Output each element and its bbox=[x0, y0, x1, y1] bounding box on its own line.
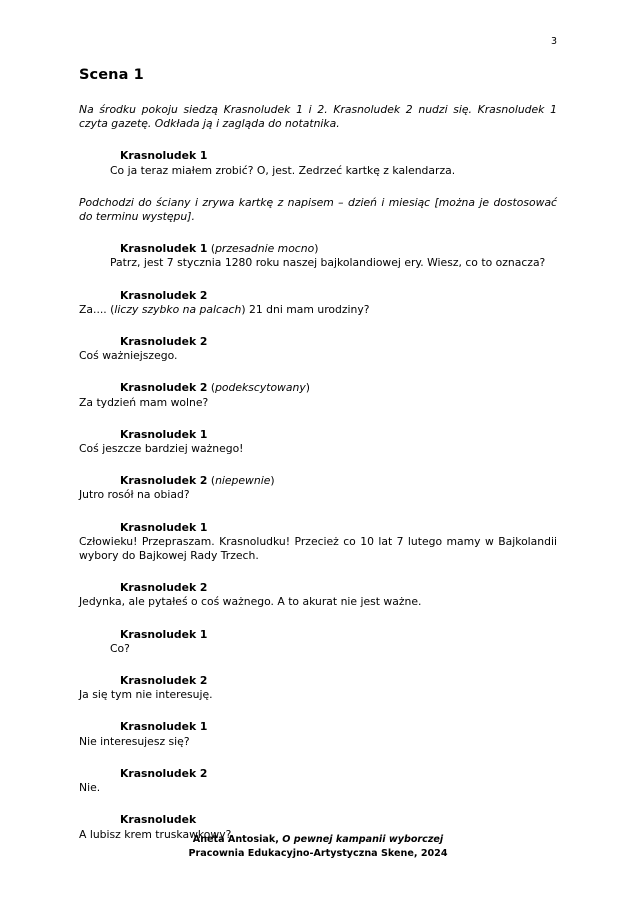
speaker-label: Krasnoludek 1 bbox=[120, 720, 208, 734]
speaker-name bbox=[79, 381, 557, 395]
speaker-direction-close: ) bbox=[314, 242, 319, 256]
dialogue-line: Ja się tym nie interesuję. bbox=[79, 688, 213, 702]
speaker-label: Krasnoludek 1 bbox=[120, 427, 208, 441]
speaker-name bbox=[79, 628, 557, 642]
speaker-label: Krasnoludek 1 bbox=[120, 242, 208, 256]
dialogue-line: Za tydzień mam wolne? bbox=[79, 395, 209, 409]
speaker-label: Krasnoludek 2 bbox=[120, 474, 208, 488]
page-footer bbox=[0, 833, 636, 860]
footer-citation-line bbox=[0, 833, 636, 847]
speaker-label: Krasnoludek bbox=[120, 813, 197, 827]
dialogue-block bbox=[79, 767, 557, 795]
page-content bbox=[79, 66, 557, 842]
speaker-direction: podekscytowany bbox=[215, 381, 306, 395]
speaker-label: Krasnoludek 2 bbox=[120, 381, 208, 395]
dialogue-block bbox=[79, 428, 557, 456]
speaker-label: Krasnoludek 2 bbox=[120, 766, 208, 780]
dialogue-block bbox=[79, 581, 557, 609]
speaker-name bbox=[79, 581, 557, 595]
speaker-direction: niepewnie bbox=[215, 474, 271, 488]
dialogue-line: A lubisz krem truskawkowy? bbox=[79, 827, 232, 841]
dialogue-block bbox=[79, 381, 557, 409]
dialogue-line: Nie. bbox=[79, 781, 101, 795]
dialogue-block bbox=[79, 521, 557, 564]
dialogue-line: Co ja teraz miałem zrobić? O, jest. Zedrzeć kartkę z kalendarza. bbox=[110, 163, 456, 177]
page-title: Scena 1 bbox=[79, 67, 144, 83]
dialogue-line: Jutro rosół na obiad? bbox=[79, 488, 190, 502]
stage-direction: Na środku pokoju siedzą Krasnoludek 1 i 2. Krasnoludek 2 nudzi się. Krasnoludek 1 czyta gazetę. Odkłada ją i zagląda do notatnika. bbox=[79, 103, 557, 131]
page-number: 3 bbox=[550, 36, 557, 47]
dialogue-block bbox=[79, 674, 557, 702]
dialogue-block bbox=[79, 628, 557, 656]
footer-publisher: Pracownia Edukacyjno-Artystyczna Skene, 2024 bbox=[188, 847, 448, 859]
speaker-name bbox=[79, 521, 557, 535]
inline-stage-direction: liczy szybko na palcach bbox=[114, 302, 242, 316]
speaker-name bbox=[79, 474, 557, 488]
speaker-name bbox=[79, 767, 557, 781]
dialogue-line: Nie interesujesz się? bbox=[79, 734, 190, 748]
speaker-label: Krasnoludek 2 bbox=[120, 288, 208, 302]
dialogue-block bbox=[79, 149, 557, 177]
footer-work-title: O pewnej kampanii wyborczej bbox=[282, 834, 444, 845]
speaker-label: Krasnoludek 2 bbox=[120, 581, 208, 595]
dialogue-line: Człowieku! Przepraszam. Krasnoludku! Przecież co 10 lat 7 lutego mamy w Bajkolandii wybory do Bajkowej Rady Trzech. bbox=[79, 534, 557, 563]
stage-direction: Podchodzi do ściany i zrywa kartkę z napisem – dzień i miesiąc [można je dostosować do terminu występu]. bbox=[79, 195, 557, 224]
speaker-direction-open: ( bbox=[207, 381, 216, 395]
speaker-name bbox=[79, 289, 557, 303]
dialogue-line: Patrz, jest 7 stycznia 1280 roku naszej bajkolandiowej ery. Wiesz, co to oznacza? bbox=[110, 256, 546, 270]
dialogue-line: Jedynka, ale pytałeś o coś ważnego. A to akurat nie jest ważne. bbox=[79, 595, 422, 609]
speaker-label: Krasnoludek 1 bbox=[120, 149, 208, 163]
speaker-name bbox=[79, 720, 557, 734]
speaker-name bbox=[79, 149, 557, 163]
dialogue-block bbox=[79, 720, 557, 748]
dialogue-line: Coś jeszcze bardziej ważnego! bbox=[79, 442, 244, 456]
speaker-direction-close: ) bbox=[270, 474, 275, 488]
speaker-direction-open: ( bbox=[207, 242, 216, 256]
footer-author: Aneta Antosiak, bbox=[192, 834, 283, 845]
dialogue-block bbox=[79, 289, 557, 317]
dialogue-block bbox=[79, 242, 557, 270]
speaker-label: Krasnoludek 1 bbox=[120, 627, 208, 641]
dialogue-line-prefix: Za.... ( bbox=[79, 302, 115, 316]
dialogue-line-suffix: ) 21 dni mam urodziny? bbox=[241, 302, 370, 316]
speaker-name bbox=[79, 813, 557, 827]
speaker-name bbox=[79, 335, 557, 349]
speaker-direction: przesadnie mocno bbox=[215, 242, 315, 256]
speaker-name bbox=[79, 674, 557, 688]
dialogue-block bbox=[79, 474, 557, 502]
speaker-label: Krasnoludek 2 bbox=[120, 674, 208, 688]
speaker-name bbox=[79, 242, 557, 256]
speaker-direction-close: ) bbox=[305, 381, 310, 395]
dialogue-line bbox=[79, 303, 557, 317]
speaker-direction-open: ( bbox=[207, 474, 216, 488]
dialogue-line: Co? bbox=[110, 641, 130, 655]
speaker-label: Krasnoludek 2 bbox=[120, 335, 208, 349]
speaker-name bbox=[79, 428, 557, 442]
speaker-label: Krasnoludek 1 bbox=[120, 520, 208, 534]
dialogue-block bbox=[79, 335, 557, 363]
dialogue-line: Coś ważniejszego. bbox=[79, 349, 178, 363]
